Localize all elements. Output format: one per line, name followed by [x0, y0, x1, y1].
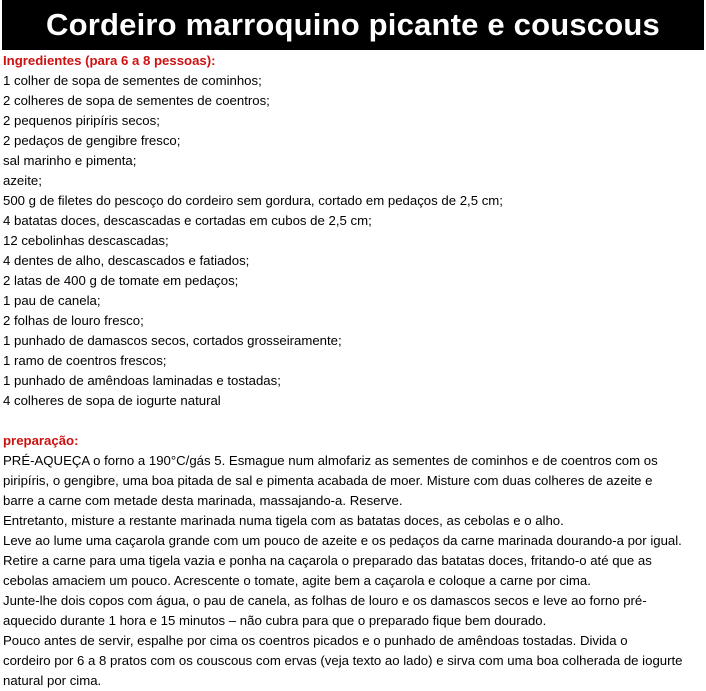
preparation-line: Entretanto, misture a restante marinada numa tigela com as batatas doces, as cebolas e o alho. [3, 513, 564, 528]
ingredient-item: 4 dentes de alho, descascados e fatiados; [3, 253, 250, 268]
ingredient-item: 2 latas de 400 g de tomate em pedaços; [3, 273, 239, 288]
ingredient-item: 2 folhas de louro fresco; [3, 313, 144, 328]
recipe-content [3, 51, 703, 691]
ingredient-item: 500 g de filetes do pescoço do cordeiro sem gordura, cortado em pedaços de 2,5 cm; [3, 193, 503, 208]
ingredient-item: 12 cebolinhas descascadas; [3, 233, 169, 248]
title-bar [2, 0, 704, 50]
ingredient-item: 1 punhado de damascos secos, cortados grosseiramente; [3, 333, 342, 348]
ingredient-item: 2 pequenos piripíris secos; [3, 113, 160, 128]
ingredient-item: 2 pedaços de gengibre fresco; [3, 133, 181, 148]
ingredient-item: 4 colheres de sopa de iogurte natural [3, 393, 221, 408]
ingredient-item: 4 batatas doces, descascadas e cortadas em cubos de 2,5 cm; [3, 213, 372, 228]
preparation-line: Retire a carne para uma tigela vazia e ponha na caçarola o preparado das batatas doces, fritando-o até que as [3, 553, 652, 568]
spacer [3, 411, 703, 431]
preparation-line: piripíris, o gengibre, uma boa pitada de sal e pimenta acabada de moer. Misture com duas colheres de azeite e [3, 473, 653, 488]
preparation-line: aquecido durante 1 hora e 15 minutos – não cubra para que o preparado fique bem dourado. [3, 613, 547, 628]
ingredient-item: 1 punhado de amêndoas laminadas e tostadas; [3, 373, 281, 388]
ingredient-item: 2 colheres de sopa de sementes de coentros; [3, 93, 270, 108]
preparation-heading: preparação: [3, 433, 79, 448]
ingredients-list [3, 71, 703, 411]
page-title: Cordeiro marroquino picante e couscous [46, 7, 660, 42]
preparation-line: cordeiro por 6 a 8 pratos com os couscous com ervas (veja texto ao lado) e sirva com uma boa colherada de iogurte [3, 653, 683, 668]
preparation-line: Junte-lhe dois copos com água, o pau de canela, as folhas de louro e os damascos secos e leve ao forno pré- [3, 593, 647, 608]
preparation-line: barre a carne com metade desta marinada, massajando-a. Reserve. [3, 493, 403, 508]
ingredient-item: 1 ramo de coentros frescos; [3, 353, 167, 368]
preparation-line: Pouco antes de servir, espalhe por cima os coentros picados e o punhado de amêndoas tostadas. Divida o [3, 633, 628, 648]
preparation-line: Leve ao lume uma caçarola grande com um pouco de azeite e os pedaços da carne marinada dourando-a por igual. [3, 533, 682, 548]
preparation-text [3, 451, 703, 691]
preparation-line: PRÉ-AQUEÇA o forno a 190°C/gás 5. Esmague num almofariz as sementes de cominhos e de coentros com os [3, 453, 658, 468]
ingredient-item: 1 pau de canela; [3, 293, 101, 308]
ingredient-item: azeite; [3, 173, 42, 188]
preparation-line: natural por cima. [3, 673, 102, 688]
ingredient-item: sal marinho e pimenta; [3, 153, 137, 168]
ingredient-item: 1 colher de sopa de sementes de cominhos; [3, 73, 262, 88]
preparation-line: cebolas amaciem um pouco. Acrescente o tomate, agite bem a caçarola e coloque a carne por cima. [3, 573, 591, 588]
ingredients-heading: Ingredientes (para 6 a 8 pessoas): [3, 53, 216, 68]
